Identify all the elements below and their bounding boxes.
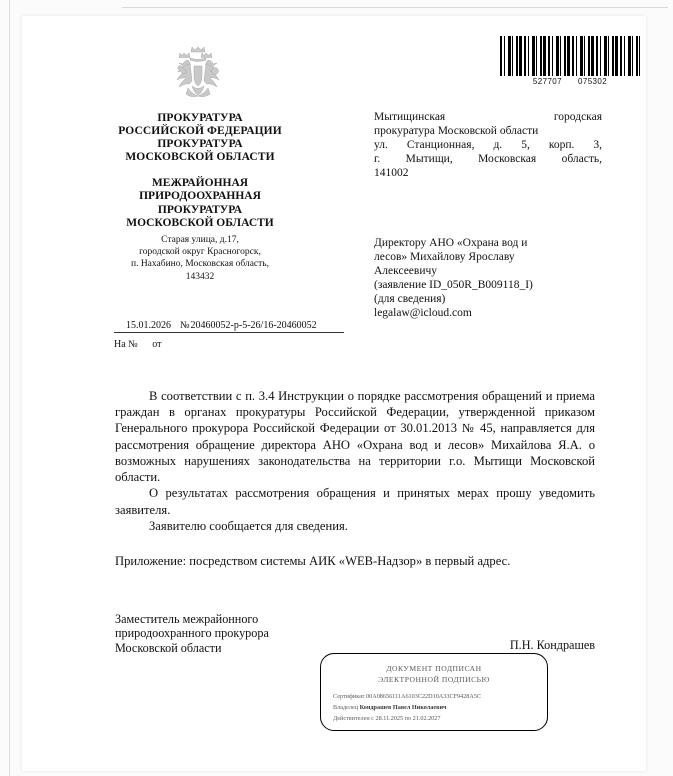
coat-of-arms-icon xyxy=(166,44,230,107)
addressee-person-line-2: лесов» Михайлову Ярославу xyxy=(374,251,515,264)
addressee-org-line-3: ул. Станционная, д. 5, корп. 3, xyxy=(374,139,602,152)
letterhead-org-line-4: МОСКОВСКОЙ ОБЛАСТИ xyxy=(126,217,274,230)
addressee-application-id: (заявление ID_050R_B009118_I) xyxy=(374,279,533,292)
letterhead-address-line-1: Старая улица, д.17, xyxy=(161,234,239,245)
body-attachment-line: Приложение: посредством системы АИК «WEB-Надзор» в первый адрес. xyxy=(115,554,511,569)
barcode xyxy=(500,36,640,86)
addressee-org-line-5: 141002 xyxy=(374,167,409,180)
esign-owner-value: Кондрашев Павел Николаевич xyxy=(359,703,447,711)
barcode-digits-right: 075302 xyxy=(578,77,608,86)
registration-number: 20460052-р-5-26/16-20460052 xyxy=(190,320,317,331)
esign-owner-label: Владелец xyxy=(333,703,359,711)
addressee-organization xyxy=(374,110,602,180)
addressee-org-line-1: Мытищинская городская xyxy=(374,111,602,123)
esign-fields xyxy=(333,692,535,725)
esign-certificate-row xyxy=(333,692,535,703)
registration-reference-from: от xyxy=(152,339,162,350)
electronic-signature-stamp xyxy=(320,653,548,731)
viewer-top-divider xyxy=(122,7,668,8)
registration-block xyxy=(114,320,344,350)
signatory-title-line-3: Московской области xyxy=(115,640,222,655)
letterhead-address-line-4: 143432 xyxy=(185,271,215,282)
document-header xyxy=(22,16,646,320)
signatory-title-line-2: природоохранного прокурора xyxy=(115,626,269,641)
body-paragraph-3: Заявителю сообщается для сведения. xyxy=(149,518,348,533)
viewer-left-edge xyxy=(9,0,10,776)
letterhead-address-line-2: городской округ Красногорск, xyxy=(139,247,261,258)
esign-heading-line-2: ЭЛЕКТРОННОЙ ПОДПИСЬЮ xyxy=(378,675,490,684)
signatory-name: П.Н. Кондрашев xyxy=(509,638,595,652)
registration-date: 15.01.2026 xyxy=(126,320,171,331)
letterhead xyxy=(106,112,294,283)
letterhead-line-1: ПРОКУРАТУРА xyxy=(157,112,243,124)
addressee-email: legalaw@icloud.com xyxy=(374,307,472,320)
registration-reference-label: На № xyxy=(114,339,138,350)
document-body xyxy=(115,388,595,569)
registration-reference-line xyxy=(114,339,344,350)
registration-number-sign: № xyxy=(180,320,190,331)
esign-validity-to-label: по xyxy=(404,714,412,722)
esign-valid-from: 28.11.2025 xyxy=(375,714,404,722)
signatory-title-line-1: Заместитель межрайонного xyxy=(115,612,259,626)
esign-heading xyxy=(333,663,535,685)
esign-certificate-label: Сертификат xyxy=(333,693,365,700)
addressee-note: (для сведения) xyxy=(374,293,446,306)
letterhead-line-3: ПРОКУРАТУРА xyxy=(157,137,243,150)
document-page xyxy=(22,16,646,771)
addressee-block xyxy=(374,110,602,320)
barcode-digits-left: 527707 xyxy=(532,77,562,86)
barcode-bars xyxy=(500,36,640,76)
letterhead-line-2: РОССИЙСКОЙ ФЕДЕРАЦИИ xyxy=(118,124,282,137)
letterhead-org-line-3: ПРОКУРАТУРА xyxy=(157,203,243,216)
letterhead-org-line-2: ПРИРОДООХРАННАЯ xyxy=(139,190,261,203)
signature-block xyxy=(115,612,595,655)
esign-heading-line-1: ДОКУМЕНТ ПОДПИСАН xyxy=(386,664,482,673)
addressee-person-line-1: Директору АНО «Охрана вод и xyxy=(374,237,528,250)
addressee-org-line-2: прокуратура Московской области xyxy=(374,125,539,138)
esign-validity-row xyxy=(333,714,535,725)
addressee-person xyxy=(374,236,602,320)
letterhead-address-line-3: п. Нахабино, Московская область, xyxy=(130,259,269,270)
esign-valid-to: 21.02.2027 xyxy=(412,714,441,722)
addressee-org-line-4: г. Мытищи, Московская область, xyxy=(374,153,602,166)
body-paragraph-1: В соответствии с п. 3.4 Инструкции о порядке рассмотрения обращений и приема граждан в органах прокуратуры Российской Федерации, утвержденной приказом Генерального прокурора Российской Федерации от 30.01.2013 № 45, направляется для рассмотрения обращение директора АНО «Охрана вод и лесов» Михайлова Я.А. о возможных нарушениях законодательства на территории г.о. Мытищи Московской области. xyxy=(115,389,595,485)
esign-certificate-value: 00A08656111A6103C22D10A33CF9428A5C xyxy=(366,693,482,700)
registration-line xyxy=(114,320,344,333)
letterhead-org-line-1: МЕЖРАЙОННАЯ xyxy=(151,176,249,189)
addressee-person-line-3: Алексеевичу xyxy=(374,265,438,278)
letterhead-line-4: МОСКОВСКОЙ ОБЛАСТИ xyxy=(125,150,275,163)
barcode-digits xyxy=(500,77,640,86)
signatory-title xyxy=(115,612,269,655)
esign-owner-row xyxy=(333,703,535,714)
body-paragraph-2: О результатах рассмотрения обращения и принятых мерах прошу уведомить заявителя. xyxy=(115,486,595,517)
esign-validity-label: Действителен с xyxy=(333,714,374,722)
